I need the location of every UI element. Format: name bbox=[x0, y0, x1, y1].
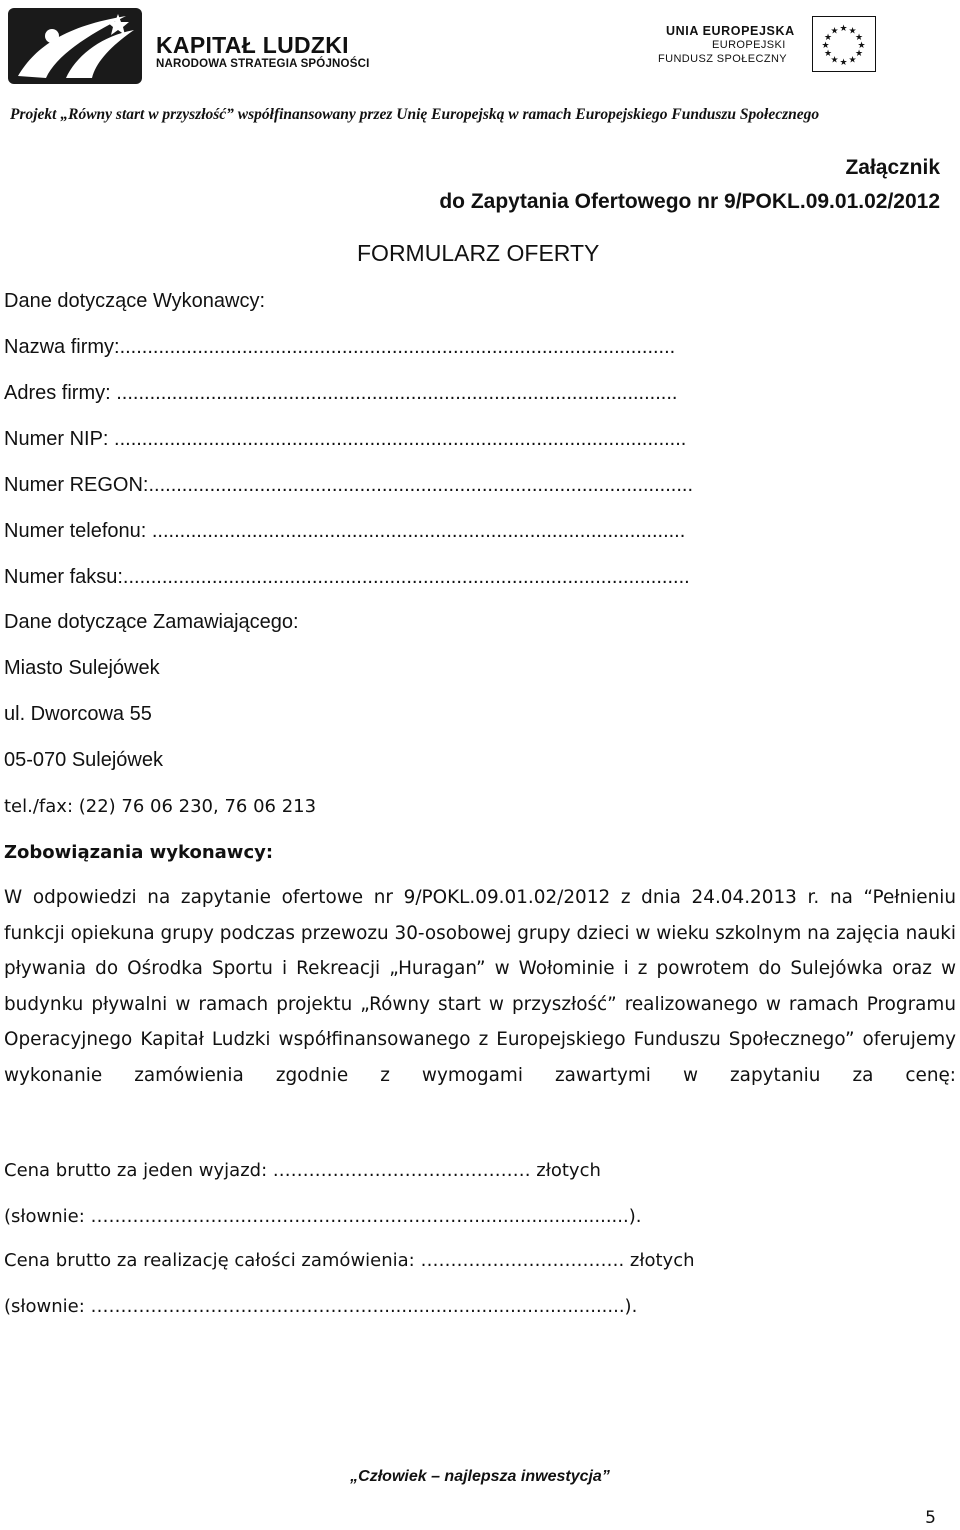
svg-text:★: ★ bbox=[848, 55, 857, 66]
price-total-words[interactable]: (słownie: …………………………………………...........................................). bbox=[4, 1296, 638, 1317]
obligations-heading: Zobowiązania wykonawcy: bbox=[4, 842, 274, 863]
page-number: 5 bbox=[925, 1508, 936, 1528]
footer-slogan: „Człowiek – najlepsza inwestycja” bbox=[350, 1468, 610, 1485]
price-per-trip[interactable]: Cena brutto za jeden wyjazd: .…………………………………… złotych bbox=[4, 1160, 601, 1181]
attachment-label: Załącznik bbox=[845, 156, 940, 179]
price-total[interactable]: Cena brutto za realizację całości zamówienia: ……………………………. złotych bbox=[4, 1250, 695, 1271]
kl-title: KAPITAŁ LUDZKI bbox=[156, 32, 349, 58]
contractor-heading: Dane dotyczące Wykonawcy: bbox=[4, 290, 266, 312]
field-fax[interactable]: Numer faksu:...................................................................................................... bbox=[4, 566, 690, 588]
ordering-party-phone: tel./fax: (22) 76 06 230, 76 06 213 bbox=[4, 796, 317, 817]
svg-text:★: ★ bbox=[839, 58, 848, 68]
svg-text:★: ★ bbox=[848, 26, 857, 37]
kapital-ludzki-logo bbox=[6, 6, 370, 86]
field-company-address[interactable]: Adres firmy: ..................................................................................................... bbox=[4, 382, 678, 404]
ordering-party-city: Miasto Sulejówek bbox=[4, 657, 160, 679]
field-phone[interactable]: Numer telefonu: ................................................................................................ bbox=[4, 520, 686, 542]
ordering-party-heading: Dane dotyczące Zamawiającego: bbox=[4, 611, 299, 633]
ordering-party-street: ul. Dworcowa 55 bbox=[4, 703, 152, 725]
eu-line2: EUROPEJSKI bbox=[712, 39, 786, 51]
project-line: Projekt „Równy start w przyszłość” współfinansowany przez Unię Europejską w ramach Europejskiego Funduszu Społecznego bbox=[10, 106, 820, 123]
kapital-ludzki-emblem-icon bbox=[6, 6, 146, 86]
svg-text:★: ★ bbox=[857, 41, 866, 51]
svg-text:★: ★ bbox=[830, 26, 839, 37]
eu-line1: UNIA EUROPEJSKA bbox=[666, 24, 795, 38]
eu-line3: FUNDUSZ SPOŁECZNY bbox=[658, 53, 788, 65]
svg-text:★: ★ bbox=[823, 33, 833, 43]
svg-text:★: ★ bbox=[854, 49, 864, 59]
svg-text:★: ★ bbox=[823, 49, 833, 59]
ordering-party-postcode: 05-070 Sulejówek bbox=[4, 749, 163, 771]
kl-subtitle: NARODOWA STRATEGIA SPÓJNOŚCI bbox=[156, 58, 370, 70]
svg-text:★: ★ bbox=[830, 55, 839, 66]
eu-logo bbox=[652, 14, 882, 76]
price-per-trip-words[interactable]: (słownie: …………………….…………………………………...........................). bbox=[4, 1206, 642, 1227]
svg-text:★: ★ bbox=[854, 33, 864, 43]
attachment-reference: do Zapytania Ofertowego nr 9/POKL.09.01.02/2012 bbox=[439, 190, 940, 213]
form-title: FORMULARZ OFERTY bbox=[357, 240, 600, 266]
eu-flag-icon bbox=[812, 16, 876, 72]
field-nip[interactable]: Numer NIP: ....................................................................................................... bbox=[4, 428, 687, 450]
field-regon[interactable]: Numer REGON:.................................................................................................. bbox=[4, 474, 694, 496]
obligations-paragraph: W odpowiedzi na zapytanie ofertowe nr 9/POKL.09.01.02/2012 z dnia 24.04.2013 r. na “Pełnieniu funkcji opiekuna grupy podczas przewozu 30-osobowej grupy dzieci w wieku szkolnym na zajęcia nauki pływania do Ośrodka Sportu i Rekreacji „Huragan” w Wołominie i z powrotem do Sulejówka oraz w budynku pływalni w ramach projektu „Równy start w przyszłość” realizowanego w ramach Programu Operacyjnego Kapitał Ludzki współfinansowanego z Europejskiego Funduszu Społecznego” oferujemy wykonanie zamówienia zgodnie z wymogami zawartymi w zapytaniu za cenę: bbox=[4, 887, 956, 1086]
svg-text:★: ★ bbox=[821, 41, 830, 51]
svg-text:★: ★ bbox=[839, 24, 848, 34]
field-company-name[interactable]: Nazwa firmy:.................................................................................................... bbox=[4, 336, 676, 358]
